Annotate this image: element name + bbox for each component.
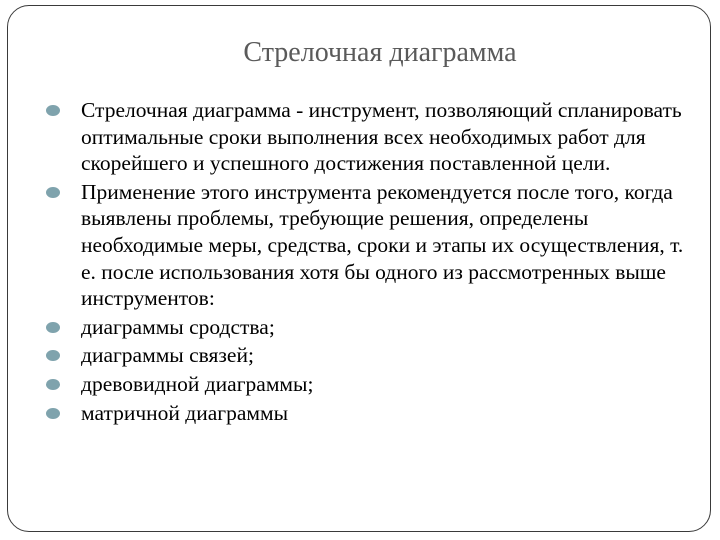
bullet-item (46, 179, 686, 312)
bullet-text: древовидной диаграммы; (81, 371, 314, 396)
bullet-circle-icon (46, 379, 60, 390)
bullet-circle-icon (46, 322, 60, 333)
slide-title: Стрелочная диаграмма (243, 37, 517, 68)
bullet-circle-icon (46, 187, 60, 198)
bullet-item (46, 371, 686, 398)
bullet-text: диаграммы сродства; (81, 314, 275, 339)
bullet-text: Применение этого инструмента рекомендуется после того, когда выявлены проблемы, требующие решения, определены необходимые меры, средства, сроки и этапы их осуществления, т. е. после использования хотя бы одного из рассмотренных выше инструментов: (81, 179, 684, 311)
bullet-item (46, 342, 686, 369)
bullet-text: Стрелочная диаграмма - инструмент, позволяющий спланировать оптимальные сроки выполнения всех необходимых работ для скорейшего и успешного достижения поставленной цели. (81, 98, 682, 176)
bullet-item (46, 400, 686, 427)
bullet-list (46, 97, 686, 428)
bullet-circle-icon (46, 105, 60, 116)
bullet-circle-icon (46, 350, 60, 361)
bullet-item (46, 314, 686, 341)
bullet-text: диаграммы связей; (81, 343, 254, 368)
bullet-circle-icon (46, 408, 60, 419)
bullet-text: матричной диаграммы (81, 400, 289, 425)
bullet-item (46, 97, 686, 177)
